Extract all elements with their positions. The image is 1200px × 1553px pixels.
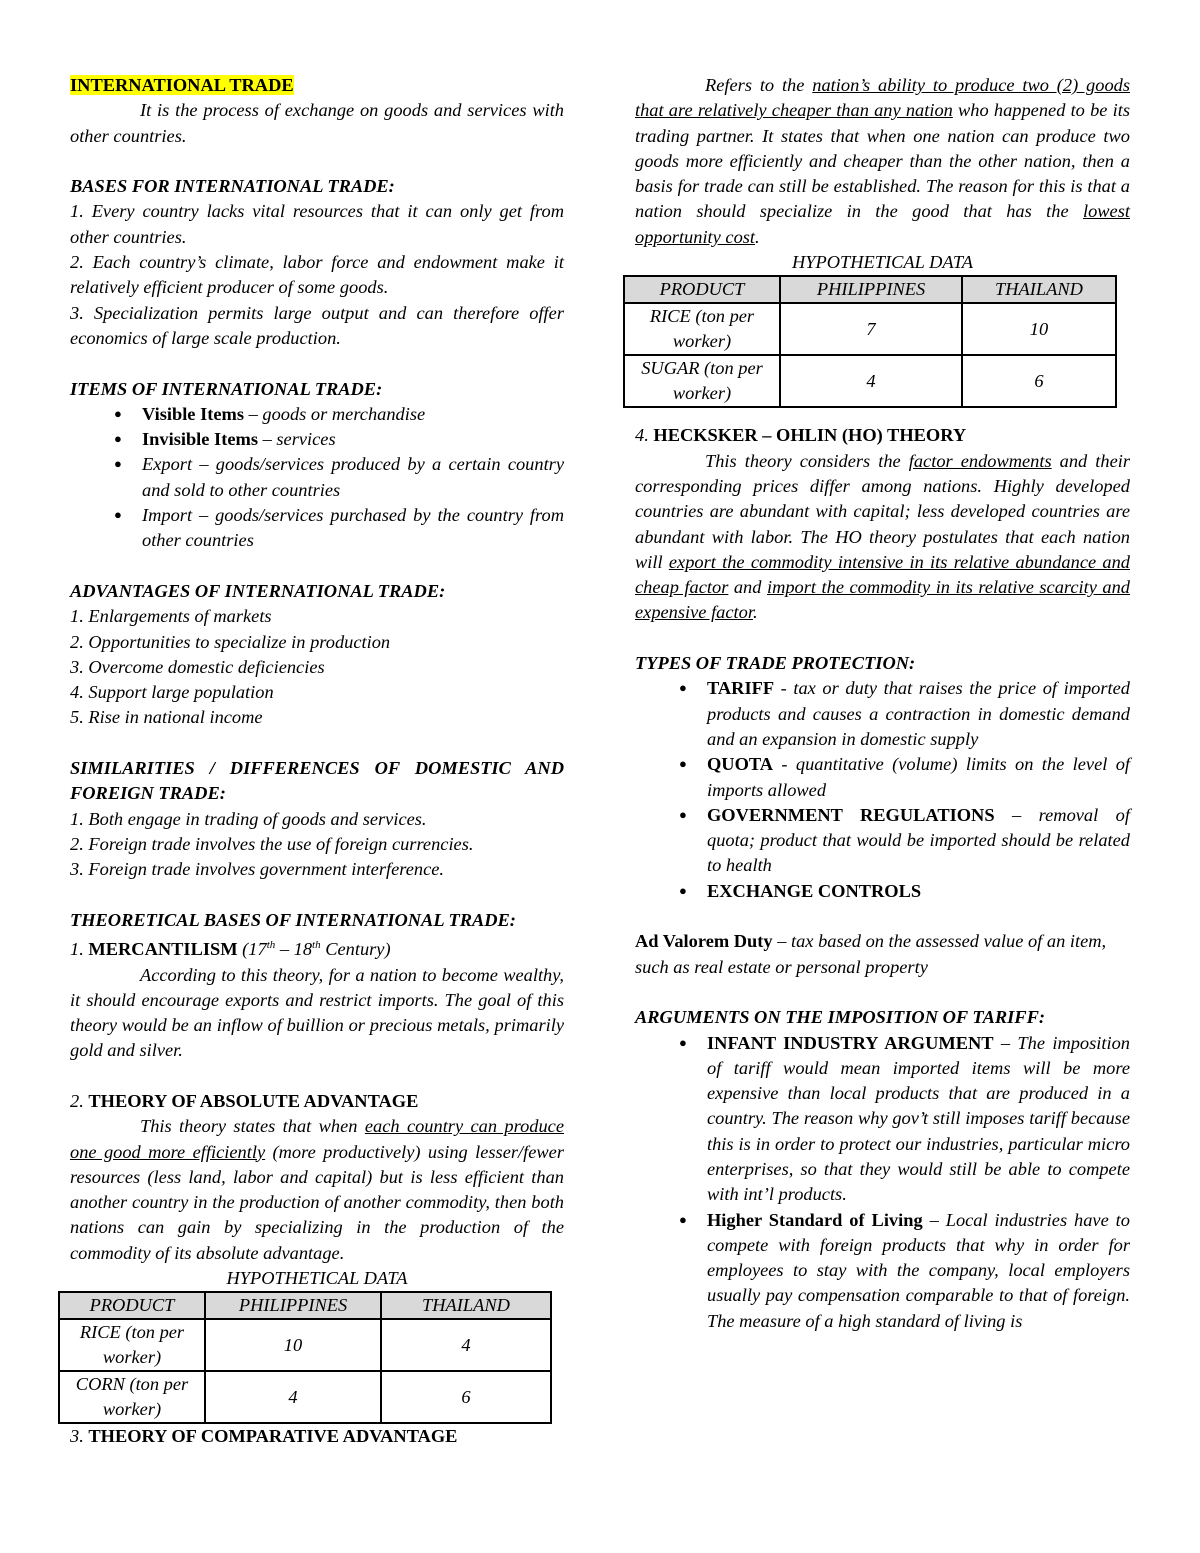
comparative-advantage-table: [623, 275, 1117, 408]
list-item: ● Visible Items – goods or merchandise: [70, 402, 564, 427]
ho-heading: 4. HECKSKER – OHLIN (HO) THEORY: [635, 425, 967, 446]
list-item: ● Invisible Items – services: [70, 427, 564, 452]
similarity-item: 1. Both engage in trading of goods and services.: [70, 808, 427, 829]
table-cell: 4: [205, 1371, 381, 1423]
column-header: THAILAND: [962, 276, 1116, 303]
absolute-heading: 2. THEORY OF ABSOLUTE ADVANTAGE: [70, 1091, 419, 1111]
similarities-heading: SIMILARITIES / DIFFERENCES OF DOMESTIC AND FOREIGN TRADE:: [70, 758, 564, 804]
column-header: PHILIPPINES: [780, 276, 962, 303]
advantage-item: 1. Enlargements of markets: [70, 606, 272, 627]
bases-heading: BASES FOR INTERNATIONAL TRADE:: [70, 176, 395, 197]
list-item: ● TARIFF - tax or duty that raises the price of imported products and causes a contraction in domestic demand and an expansion in domestic supply: [635, 676, 1130, 752]
list-item: ● Export – goods/services produced by a certain country and sold to other countries: [70, 452, 564, 503]
table-header-row: [59, 1292, 551, 1319]
similarity-item: 3. Foreign trade involves government interference.: [70, 859, 444, 880]
ad-valorem-definition: Ad Valorem Duty – tax based on the assessed value of an item, such as real estate or personal property: [635, 931, 1107, 977]
absolute-text: This theory states that when each country can produce one good more efficiently (more productively) using lesser/fewer resources (less land, labor and capital) but is less efficient than another country in the production of another commodity, then both nations can gain by specializing in the production of the commodity of its absolute advantage.: [70, 1116, 565, 1263]
table-cell: RICE (ton per worker): [59, 1319, 205, 1371]
protection-list: [635, 676, 1130, 904]
table-caption: HYPOTHETICAL DATA: [226, 1268, 408, 1289]
absolute-advantage-table: [58, 1291, 552, 1424]
list-item: ● INFANT INDUSTRY ARGUMENT – The imposition of tariff would mean imported items will be more expensive than local products that are produced in a country. The reason why gov’t still imposes tariff because this is in order to protect our industries, particular micro enterprises, so that they would still be able to compete with int’l products.: [635, 1031, 1130, 1208]
bases-item: 3. Specialization permits large output and can therefore offer economics of large scale production.: [70, 302, 564, 348]
table-cell: CORN (ton per worker): [59, 1371, 205, 1423]
table-cell: RICE (ton per worker): [624, 303, 780, 355]
intro-paragraph: It is the process of exchange on goods and services with other countries.: [70, 100, 564, 146]
advantage-item: 3. Overcome domestic deficiencies: [70, 656, 325, 677]
column-header: PRODUCT: [624, 276, 780, 303]
protection-heading: TYPES OF TRADE PROTECTION:: [635, 653, 916, 674]
items-list: [70, 402, 564, 554]
section-title: [70, 73, 564, 98]
table-cell: SUGAR (ton per worker): [624, 355, 780, 407]
theoretical-heading: THEORETICAL BASES OF INTERNATIONAL TRADE:: [70, 909, 516, 930]
column-header: PRODUCT: [59, 1292, 205, 1319]
table-row: [624, 355, 1116, 407]
list-item: ● Import – goods/services purchased by the country from other countries: [70, 503, 564, 554]
table-header-row: [624, 276, 1116, 303]
mercantilism-heading: 1. MERCANTILISM (17th – 18th Century): [70, 939, 391, 960]
table-cell: 10: [962, 303, 1116, 355]
table-cell: 4: [780, 355, 962, 407]
table-caption: HYPOTHETICAL DATA: [791, 252, 974, 273]
list-item: ● Higher Standard of Living – Local industries have to compete with foreign products that why in order for employees to stay with the company, local employers usually pay compensation comparable to that of foreign. The measure of a high standard of living is: [635, 1208, 1130, 1334]
table-cell: 6: [381, 1371, 551, 1423]
ho-text: This theory considers the factor endowments and their corresponding prices differ among nations. Highly developed countries are abundant with capital; less developed countries are abundant with labor. The HO theory postulates that each nation will export the commodity intensive in its relative abundance and cheap factor and import the commodity in its relative scarcity and expensive factor.: [635, 450, 1131, 623]
advantage-item: 5. Rise in national income: [70, 707, 263, 728]
mercantilism-text: According to this theory, for a nation to become wealthy, it should encourage exports and restrict imports. The goal of this theory would be an inflow of buillion or precious metals, primarily gold and silver.: [70, 964, 564, 1061]
list-item: ● QUOTA - quantitative (volume) limits on the level of imports allowed: [635, 752, 1130, 803]
arguments-heading: ARGUMENTS ON THE IMPOSITION OF TARIFF:: [635, 1007, 1045, 1028]
items-heading: ITEMS OF INTERNATIONAL TRADE:: [70, 378, 383, 399]
table-cell: 6: [962, 355, 1116, 407]
bases-item: 1. Every country lacks vital resources that it can only get from other countries.: [70, 201, 564, 247]
table-cell: 7: [780, 303, 962, 355]
table-cell: 4: [381, 1319, 551, 1371]
comparative-heading: 3. THEORY OF COMPARATIVE ADVANTAGE: [70, 1426, 458, 1447]
table-cell: 10: [205, 1319, 381, 1371]
table-row: [59, 1319, 551, 1371]
advantage-item: 2. Opportunities to specialize in production: [70, 631, 391, 652]
title-highlight: INTERNATIONAL TRADE: [70, 75, 294, 95]
comparative-text: Refers to the nation’s ability to produce two (2) goods that are relatively cheaper than any nation who happened to be its trading partner. It states that when one nation can produce two goods more efficiently and cheaper than the other nation, then a basis for trade can still be established. The reason for this is that a nation should specialize in the good that has the lowest opportunity cost.: [635, 75, 1131, 247]
table-row: [624, 303, 1116, 355]
similarity-item: 2. Foreign trade involves the use of foreign currencies.: [70, 833, 474, 854]
list-item: ● EXCHANGE CONTROLS: [635, 879, 1130, 904]
right-column: [635, 73, 1130, 1334]
column-header: THAILAND: [381, 1292, 551, 1319]
table-row: [59, 1371, 551, 1423]
advantage-item: 4. Support large population: [70, 682, 274, 703]
bases-item: 2. Each country’s climate, labor force and endowment make it relatively efficient producer of some goods.: [70, 252, 564, 298]
left-column: [70, 73, 564, 1450]
list-item: ● GOVERNMENT REGULATIONS – removal of quota; product that would be imported should be related to health: [635, 803, 1130, 879]
advantages-heading: ADVANTAGES OF INTERNATIONAL TRADE:: [70, 580, 446, 601]
arguments-list: [635, 1031, 1130, 1335]
column-header: PHILIPPINES: [205, 1292, 381, 1319]
